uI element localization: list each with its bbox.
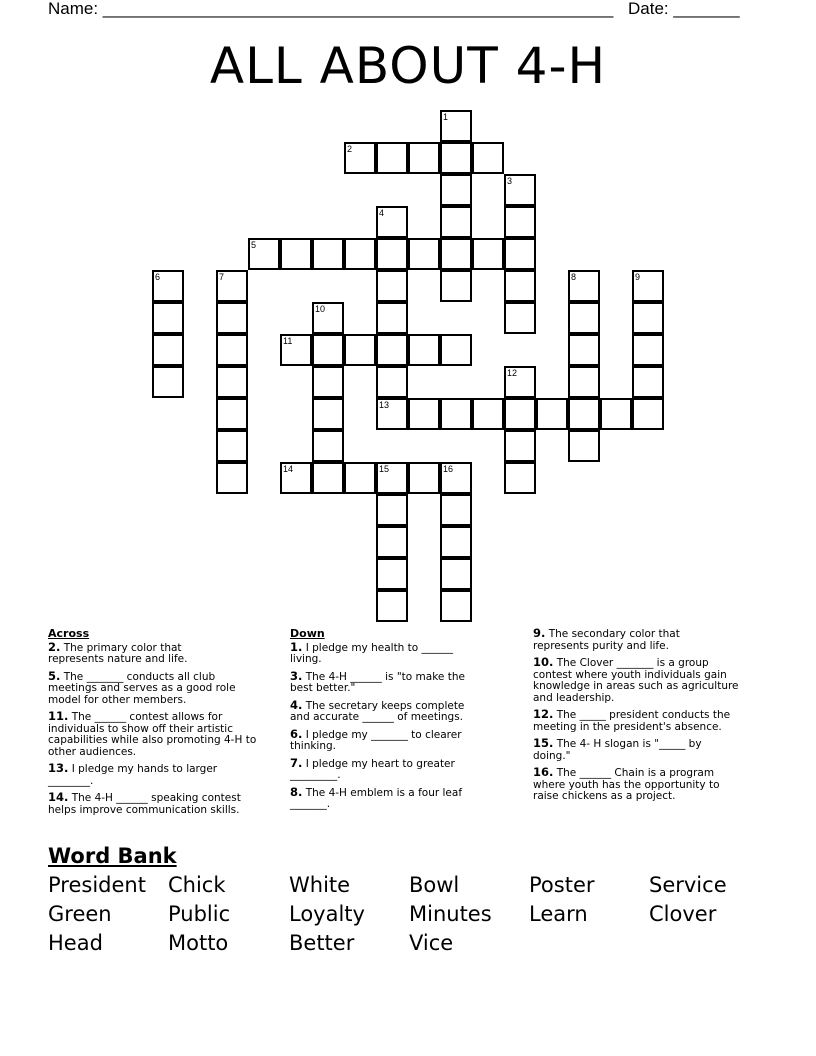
cell-number: 9 xyxy=(635,272,641,282)
clue-text: The _____ president conducts the meeting in the president's absence. xyxy=(533,709,731,733)
word-bank-word: Minutes xyxy=(409,902,492,926)
cell-number: 4 xyxy=(379,208,385,218)
word-bank-title: Word Bank xyxy=(48,844,177,868)
clue-text: The _______ conducts all club meetings and serves as a good role model for other members. xyxy=(48,670,236,706)
crossword-cell[interactable] xyxy=(344,142,376,174)
clue-item xyxy=(290,755,520,782)
crossword-cell[interactable] xyxy=(632,398,664,430)
clue-item xyxy=(533,709,773,733)
clue-item xyxy=(48,668,288,707)
clue-number: 1. xyxy=(290,639,303,654)
crossword-cell[interactable] xyxy=(504,206,536,238)
crossword-cell[interactable] xyxy=(472,142,504,174)
clue-number: 12. xyxy=(533,707,554,721)
clue-number: 11. xyxy=(48,709,69,723)
clue-item xyxy=(48,763,288,787)
cell-number: 12 xyxy=(507,368,518,378)
word-bank-word: Loyalty xyxy=(289,902,365,926)
clue-text: I pledge my health to ______ living. xyxy=(290,641,454,665)
cell-number: 16 xyxy=(443,464,454,474)
crossword-cell[interactable] xyxy=(376,462,408,494)
cell-number: 13 xyxy=(379,400,390,410)
crossword-cell[interactable] xyxy=(376,366,408,398)
crossword-cell[interactable] xyxy=(376,270,408,302)
down-clues xyxy=(290,628,520,816)
crossword-cell[interactable] xyxy=(504,430,536,462)
clue-item xyxy=(533,628,773,652)
word-bank-word: Public xyxy=(168,902,231,926)
word-bank-word: Clover xyxy=(649,902,717,926)
crossword-cell[interactable] xyxy=(344,334,376,366)
word-bank-word: Service xyxy=(649,873,727,897)
word-bank-word: President xyxy=(48,873,146,897)
crossword-cell[interactable] xyxy=(216,398,248,430)
crossword-cell[interactable] xyxy=(376,494,408,526)
crossword-cell[interactable] xyxy=(440,558,472,590)
crossword-cell[interactable] xyxy=(440,590,472,622)
crossword-cell[interactable] xyxy=(280,462,312,494)
word-bank-word: Vice xyxy=(409,931,454,955)
word-bank-word: Chick xyxy=(168,873,226,897)
clue-text: The 4- H slogan is "_____ by doing." xyxy=(533,738,702,762)
crossword-cell[interactable] xyxy=(440,174,472,206)
clue-item xyxy=(290,784,520,811)
crossword-cell[interactable] xyxy=(216,366,248,398)
crossword-cell[interactable] xyxy=(376,558,408,590)
clue-number: 14. xyxy=(48,790,69,804)
cell-number: 1 xyxy=(443,112,449,122)
word-bank-word: Motto xyxy=(168,931,229,955)
crossword-cell[interactable] xyxy=(504,302,536,334)
page-title: ALL ABOUT 4-H xyxy=(209,37,607,95)
crossword-cell[interactable] xyxy=(504,398,536,430)
crossword-cell[interactable] xyxy=(280,238,312,270)
crossword-cell[interactable] xyxy=(440,270,472,302)
crossword-cell[interactable] xyxy=(504,366,536,398)
crossword-cell[interactable] xyxy=(504,174,536,206)
crossword-cell[interactable] xyxy=(216,270,248,302)
crossword-cell[interactable] xyxy=(376,142,408,174)
word-bank-word: Head xyxy=(48,931,103,955)
crossword-cell[interactable] xyxy=(408,238,440,270)
clue-text: The 4-H emblem is a four leaf _______. xyxy=(290,786,463,810)
word-bank-word: Poster xyxy=(529,873,595,897)
across-clues xyxy=(48,628,288,821)
clue-text: The ______ contest allows for individuals to show off their artistic capabilities while also promoting 4-H to other audiences. xyxy=(48,711,257,758)
crossword-cell[interactable] xyxy=(440,206,472,238)
clue-number: 8. xyxy=(290,784,303,799)
word-bank-word: Bowl xyxy=(409,873,460,897)
crossword-cell[interactable] xyxy=(440,238,472,270)
down-heading: Down xyxy=(290,627,325,640)
crossword-cell[interactable] xyxy=(408,462,440,494)
crossword-cell[interactable] xyxy=(216,462,248,494)
crossword-cell[interactable] xyxy=(312,366,344,398)
clue-item xyxy=(290,639,520,666)
crossword-cell[interactable] xyxy=(152,334,184,366)
clue-text: The 4-H ______ is "to make the best better." xyxy=(290,670,465,694)
crossword-cell[interactable] xyxy=(568,366,600,398)
word-bank-word: White xyxy=(289,873,351,897)
clue-text: I pledge my heart to greater _________. xyxy=(290,757,455,781)
clue-item xyxy=(48,711,288,758)
crossword-cell[interactable] xyxy=(376,398,408,430)
crossword-cell[interactable] xyxy=(632,366,664,398)
crossword-cell[interactable] xyxy=(440,398,472,430)
crossword-cell[interactable] xyxy=(376,206,408,238)
word-bank-word: Better xyxy=(289,931,355,955)
crossword-cell[interactable] xyxy=(632,302,664,334)
crossword-cell[interactable] xyxy=(632,334,664,366)
date-field-label: Date: _______ xyxy=(628,0,740,18)
clue-item xyxy=(290,726,520,753)
crossword-cell[interactable] xyxy=(312,430,344,462)
crossword-cell[interactable] xyxy=(568,430,600,462)
clue-text: The primary color that represents nature and life. xyxy=(48,641,188,665)
clue-number: 3. xyxy=(290,668,303,683)
crossword-cell[interactable] xyxy=(376,590,408,622)
crossword-cell[interactable] xyxy=(568,334,600,366)
cell-number: 8 xyxy=(571,272,577,282)
crossword-cell[interactable] xyxy=(568,398,600,430)
clue-text: The Clover _______ is a group contest where youth individuals gain knowledge in areas such as agriculture and leadership. xyxy=(533,657,739,704)
clue-number: 9. xyxy=(533,626,546,640)
down-clues-continued xyxy=(533,628,773,808)
cell-number: 5 xyxy=(251,240,257,250)
cell-number: 2 xyxy=(347,144,353,154)
crossword-cell[interactable] xyxy=(312,302,344,334)
crossword-cell[interactable] xyxy=(408,334,440,366)
cell-number: 10 xyxy=(315,304,326,314)
crossword-cell[interactable] xyxy=(440,142,472,174)
crossword-cell[interactable] xyxy=(440,462,472,494)
clue-number: 13. xyxy=(48,761,69,775)
cell-number: 6 xyxy=(155,272,161,282)
across-heading: Across xyxy=(48,627,90,640)
clue-item xyxy=(533,767,773,803)
cell-number: 15 xyxy=(379,464,390,474)
clue-number: 2. xyxy=(48,639,61,654)
crossword-cell[interactable] xyxy=(312,462,344,494)
crossword-cell[interactable] xyxy=(440,494,472,526)
crossword-cell[interactable] xyxy=(472,398,504,430)
word-bank-word: Learn xyxy=(529,902,588,926)
cell-number: 7 xyxy=(219,272,225,282)
clue-text: The ______ Chain is a program where youth has the opportunity to raise chickens as a project. xyxy=(533,767,720,802)
crossword-cell[interactable] xyxy=(376,302,408,334)
crossword-cell[interactable] xyxy=(504,462,536,494)
clue-text: The secretary keeps complete and accurate ______ of meetings. xyxy=(290,699,465,723)
clue-text: The 4-H ______ speaking contest helps improve communication skills. xyxy=(48,792,241,816)
crossword-cell[interactable] xyxy=(312,398,344,430)
cell-number: 11 xyxy=(283,336,293,346)
crossword-cell[interactable] xyxy=(408,398,440,430)
clue-item xyxy=(290,697,520,724)
crossword-cell[interactable] xyxy=(216,430,248,462)
crossword-cell[interactable] xyxy=(248,238,280,270)
crossword-cell[interactable] xyxy=(440,526,472,558)
crossword-cell[interactable] xyxy=(344,238,376,270)
clue-item xyxy=(48,792,288,816)
crossword-cell[interactable] xyxy=(568,270,600,302)
crossword-cell[interactable] xyxy=(600,398,632,430)
crossword-cell[interactable] xyxy=(376,334,408,366)
crossword-cell[interactable] xyxy=(632,270,664,302)
crossword-cell[interactable] xyxy=(216,334,248,366)
crossword-cell[interactable] xyxy=(472,238,504,270)
clue-text: The secondary color that represents purity and life. xyxy=(533,628,680,652)
crossword-cell[interactable] xyxy=(408,142,440,174)
clue-number: 16. xyxy=(533,765,554,779)
cell-number: 3 xyxy=(507,176,513,186)
crossword-cell[interactable] xyxy=(376,526,408,558)
crossword-cell[interactable] xyxy=(440,110,472,142)
clue-number: 6. xyxy=(290,726,303,741)
clue-number: 4. xyxy=(290,697,303,712)
clue-number: 10. xyxy=(533,655,554,669)
crossword-cell[interactable] xyxy=(344,462,376,494)
name-field-label: Name: ______________________________________________________ xyxy=(48,0,614,18)
crossword-cell[interactable] xyxy=(216,302,248,334)
clue-item xyxy=(48,639,288,666)
crossword-cell[interactable] xyxy=(312,238,344,270)
crossword-cell[interactable] xyxy=(152,302,184,334)
cell-number: 14 xyxy=(283,464,294,474)
clue-number: 15. xyxy=(533,736,554,750)
clue-text: I pledge my _______ to clearer thinking. xyxy=(290,728,462,752)
crossword-cell[interactable] xyxy=(312,334,344,366)
crossword-cell[interactable] xyxy=(568,302,600,334)
word-bank-word: Green xyxy=(48,902,112,926)
crossword-cell[interactable] xyxy=(152,270,184,302)
clue-number: 7. xyxy=(290,755,303,770)
crossword-cell[interactable] xyxy=(504,238,536,270)
clue-item xyxy=(533,738,773,762)
crossword-cell[interactable] xyxy=(440,334,472,366)
clue-item xyxy=(290,668,520,695)
crossword-cell[interactable] xyxy=(504,270,536,302)
crossword-cell[interactable] xyxy=(376,238,408,270)
crossword-cell[interactable] xyxy=(152,366,184,398)
clue-text: I pledge my hands to larger ________. xyxy=(48,763,218,787)
crossword-cell[interactable] xyxy=(536,398,568,430)
clue-item xyxy=(533,657,773,704)
clue-number: 5. xyxy=(48,668,61,683)
crossword-cell[interactable] xyxy=(280,334,312,366)
